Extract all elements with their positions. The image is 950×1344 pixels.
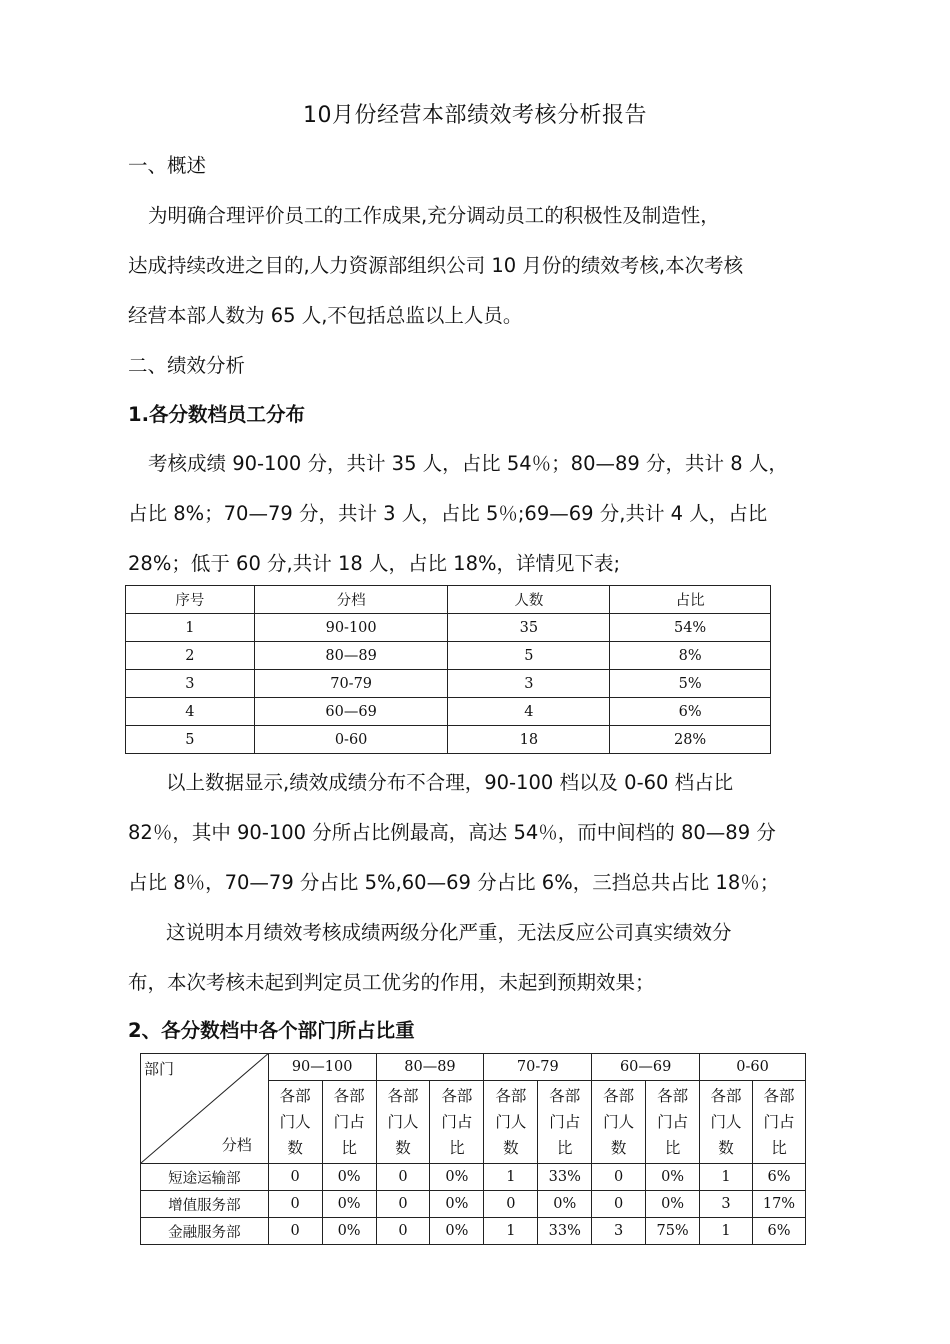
table-cell: 6% [752, 1218, 805, 1245]
table-row [126, 614, 771, 642]
table-cell: 1 [700, 1218, 753, 1245]
analysis-paragraph-line-3: 占比 8％，70—79 分占比 5%,60—69 分占比 6%，三挡总共占比 18％； [128, 871, 780, 894]
table-cell: 35 [448, 614, 610, 642]
table-cell: 0% [430, 1164, 484, 1191]
department-cell: 增值服务部 [141, 1191, 269, 1218]
table-cell: 0 [268, 1164, 322, 1191]
department-share-table [140, 1053, 806, 1245]
table-cell: 0% [538, 1191, 592, 1218]
table-cell: 3 [592, 1218, 646, 1245]
band-header-cell: 70-79 [484, 1054, 592, 1081]
overview-paragraph-line-2: 达成持续改进之目的,人力资源部组织公司 10 月份的绩效考核,本次考核 [128, 254, 744, 277]
overview-paragraph-line-3: 经营本部人数为 65 人,不包括总监以上人员。 [128, 304, 523, 327]
conclusion-paragraph-line-1: 这说明本月绩效考核成绩两级分化严重，无法反应公司真实绩效分 [166, 921, 732, 944]
table-cell: 75% [646, 1218, 700, 1245]
table-cell: 0 [592, 1164, 646, 1191]
table-cell: 0 [376, 1164, 430, 1191]
table-cell: 0 [268, 1218, 322, 1245]
analysis-paragraph-line-1: 以上数据显示,绩效成绩分布不合理，90-100 档以及 0-60 档占比 [166, 771, 734, 794]
table-cell: 6% [610, 698, 771, 726]
table-header-row [141, 1054, 806, 1081]
table-cell: 0-60 [254, 726, 448, 754]
table-cell: 0% [430, 1191, 484, 1218]
table-cell: 0 [376, 1191, 430, 1218]
table-cell: 0% [322, 1218, 376, 1245]
ratio-subheader-cell: 各部 门占 比 [430, 1081, 484, 1164]
header-cell: 人数 [448, 586, 610, 614]
table-cell: 0 [592, 1191, 646, 1218]
band-header-cell: 60—69 [592, 1054, 700, 1081]
table-cell: 60—69 [254, 698, 448, 726]
table-cell: 3 [700, 1191, 753, 1218]
count-subheader-cell: 各部 门人 数 [484, 1081, 538, 1164]
score-distribution-table [125, 585, 771, 754]
table-row [141, 1191, 806, 1218]
table-cell: 1 [484, 1164, 538, 1191]
section-2-heading: 二、绩效分析 [128, 354, 246, 377]
table-cell: 0% [322, 1164, 376, 1191]
table-cell: 1 [484, 1218, 538, 1245]
ratio-subheader-cell: 各部 门占 比 [322, 1081, 376, 1164]
table-cell: 2 [126, 642, 255, 670]
table-cell: 33% [538, 1218, 592, 1245]
table-cell: 5 [448, 642, 610, 670]
table-cell: 70-79 [254, 670, 448, 698]
table-cell: 1 [126, 614, 255, 642]
table-cell: 17% [752, 1191, 805, 1218]
count-subheader-cell: 各部 门人 数 [268, 1081, 322, 1164]
distribution-paragraph-line-3: 28%；低于 60 分,共计 18 人，占比 18%，详情见下表; [128, 552, 621, 575]
table-cell: 5% [610, 670, 771, 698]
table-cell: 0% [430, 1218, 484, 1245]
distribution-paragraph-line-2: 占比 8%；70—79 分，共计 3 人，占比 5％;69—69 分,共计 4 人，占比 [128, 502, 768, 525]
table-cell: 80—89 [254, 642, 448, 670]
table-cell: 4 [448, 698, 610, 726]
table-cell: 0% [322, 1191, 376, 1218]
table-row [126, 642, 771, 670]
diagonal-corner-cell [141, 1054, 269, 1164]
table-row [141, 1218, 806, 1245]
count-subheader-cell: 各部 门人 数 [700, 1081, 753, 1164]
count-subheader-cell: 各部 门人 数 [592, 1081, 646, 1164]
subsection-2-heading: 2、各分数档中各个部门所占比重 [128, 1019, 415, 1042]
overview-paragraph-line-1: 为明确合理评价员工的工作成果,充分调动员工的积极性及制造性， [148, 204, 720, 227]
table-row [126, 670, 771, 698]
table-cell: 3 [448, 670, 610, 698]
table-cell: 4 [126, 698, 255, 726]
table-cell: 3 [126, 670, 255, 698]
table-cell: 18 [448, 726, 610, 754]
subsection-1-heading: 1.各分数档员工分布 [128, 403, 305, 426]
department-cell: 金融服务部 [141, 1218, 269, 1245]
header-cell: 序号 [126, 586, 255, 614]
analysis-paragraph-line-2: 82％，其中 90-100 分所占比例最高，高达 54％，而中间档的 80—89 分 [128, 821, 776, 844]
table-cell: 0 [268, 1191, 322, 1218]
table-row [126, 698, 771, 726]
table-cell: 28% [610, 726, 771, 754]
table-row [141, 1164, 806, 1191]
table-cell: 90-100 [254, 614, 448, 642]
band-header-cell: 90—100 [268, 1054, 376, 1081]
corner-label-band: 分档 [221, 1136, 252, 1154]
table-cell: 5 [126, 726, 255, 754]
band-header-cell: 0-60 [700, 1054, 806, 1081]
table-cell: 0 [376, 1218, 430, 1245]
table-cell: 33% [538, 1164, 592, 1191]
conclusion-paragraph-line-2: 布，本次考核未起到判定员工优劣的作用，未起到预期效果； [128, 971, 655, 994]
table-cell: 1 [700, 1164, 753, 1191]
header-cell: 分档 [254, 586, 448, 614]
department-cell: 短途运输部 [141, 1164, 269, 1191]
report-title: 10月份经营本部绩效考核分析报告 [303, 103, 647, 128]
section-1-heading: 一、概述 [128, 154, 207, 177]
table-cell: 0% [646, 1191, 700, 1218]
table-cell: 6% [752, 1164, 805, 1191]
table-header-row [126, 586, 771, 614]
count-subheader-cell: 各部 门人 数 [376, 1081, 430, 1164]
ratio-subheader-cell: 各部 门占 比 [538, 1081, 592, 1164]
table-cell: 0% [646, 1164, 700, 1191]
header-cell: 占比 [610, 586, 771, 614]
distribution-paragraph-line-1: 考核成绩 90-100 分，共计 35 人，占比 54％；80—89 分，共计 8 人， [148, 452, 788, 475]
table-cell: 0 [484, 1191, 538, 1218]
ratio-subheader-cell: 各部 门占 比 [752, 1081, 805, 1164]
table-cell: 8% [610, 642, 771, 670]
table-row [126, 726, 771, 754]
ratio-subheader-cell: 各部 门占 比 [646, 1081, 700, 1164]
corner-label-department: 部门 [144, 1060, 175, 1078]
band-header-cell: 80—89 [376, 1054, 484, 1081]
table-cell: 54% [610, 614, 771, 642]
